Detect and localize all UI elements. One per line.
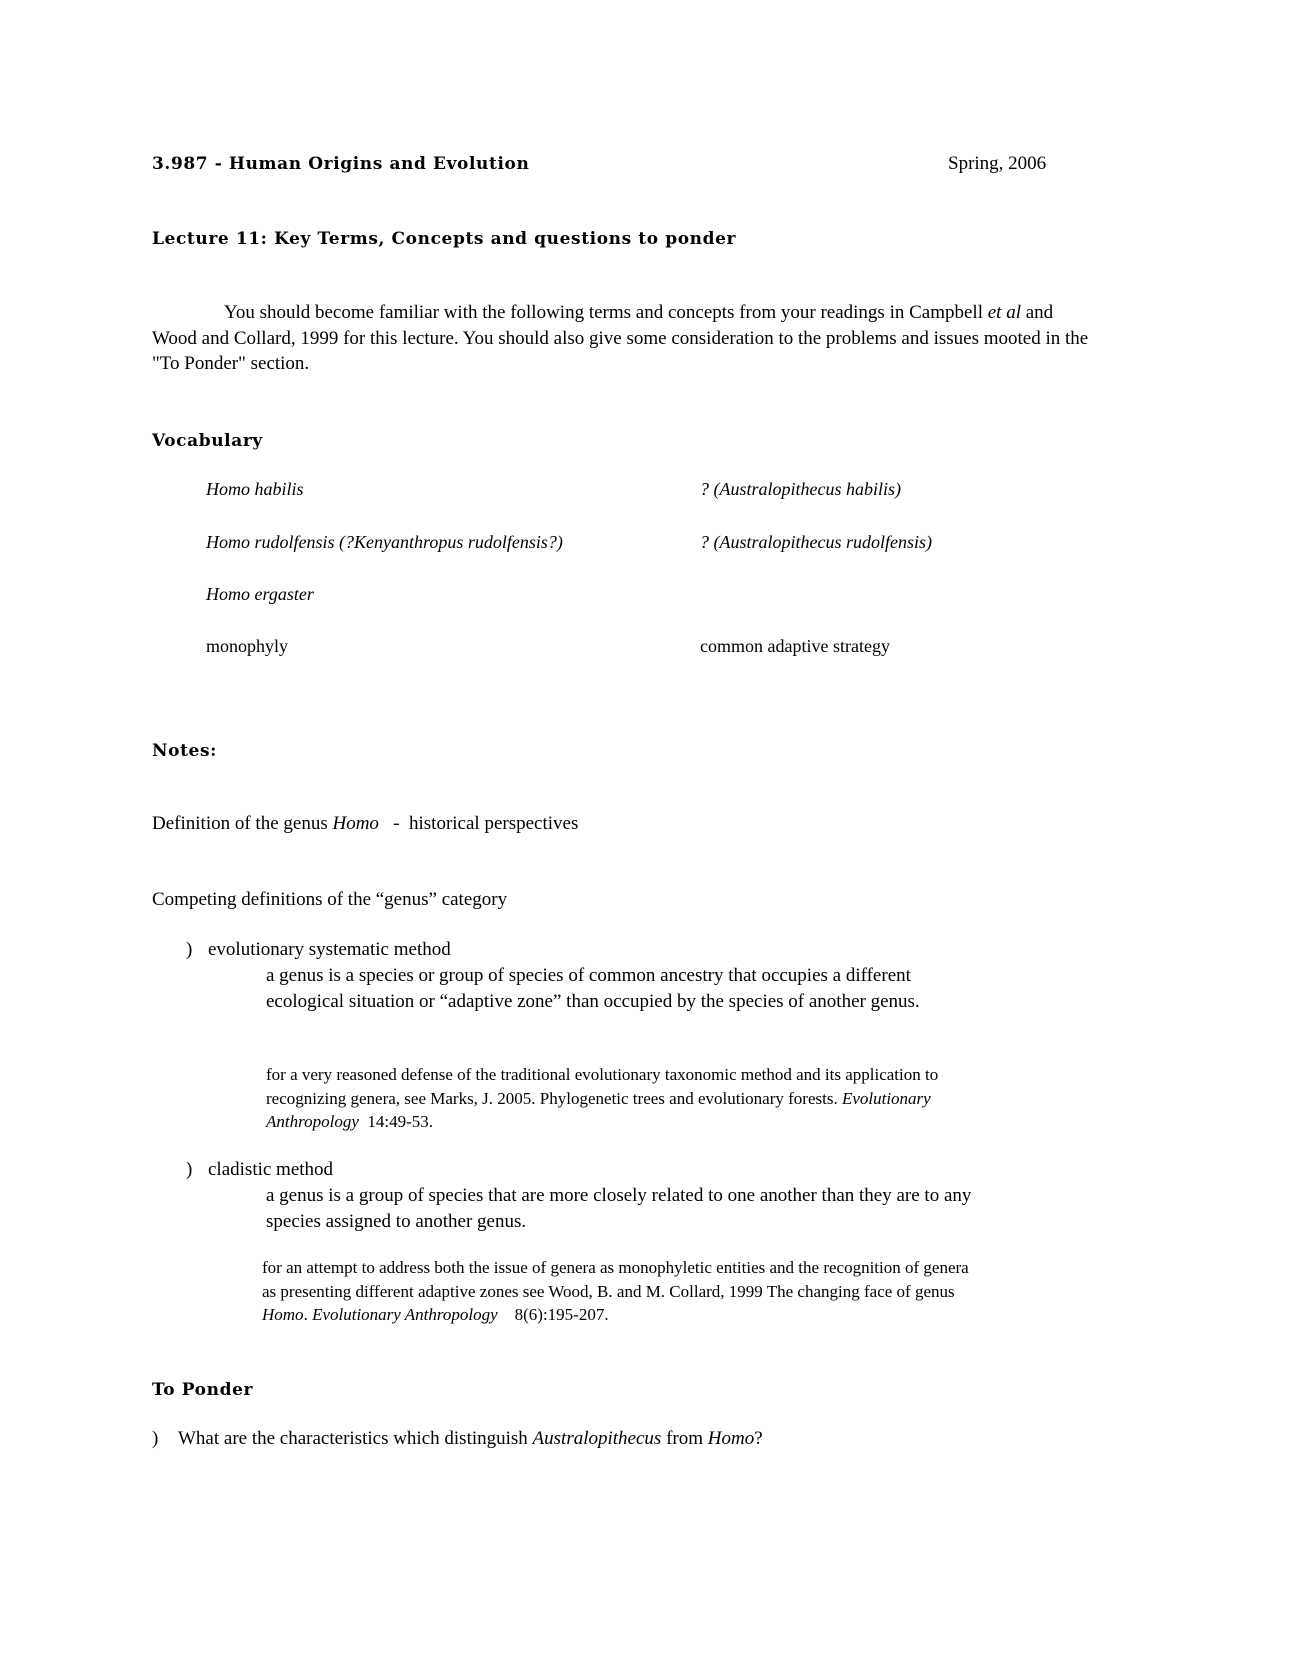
intro-paragraph	[152, 300, 1092, 377]
question-prefix: What are the characteristics which distinguish	[178, 1428, 533, 1449]
question-suffix: ?	[754, 1428, 763, 1449]
to-ponder-heading: To Ponder	[152, 1380, 254, 1400]
reference-journal: Evolutionary Anthropology	[266, 1088, 931, 1131]
reference-tail: 14:49-53.	[358, 1112, 434, 1131]
definition-prefix: Definition of the genus	[152, 813, 333, 834]
definition-suffix: - historical perspectives	[378, 813, 579, 834]
reference-tail: 8(6):195-207.	[497, 1305, 609, 1324]
competing-definitions-line: Competing definitions of the “genus” category	[152, 889, 508, 910]
method-cladistic-heading	[186, 1159, 333, 1181]
definition-genus: Homo	[332, 813, 379, 834]
bullet-icon: )	[152, 1428, 159, 1449]
vocab-item-left: Homo ergaster	[206, 584, 314, 604]
reference-mid: .	[303, 1305, 313, 1324]
genus-definition-line	[152, 813, 578, 835]
lecture-title: Lecture 11: Key Terms, Concepts and questions to ponder	[152, 229, 737, 249]
method-evolutionary-heading	[186, 939, 451, 961]
reference-genus: Homo	[262, 1305, 304, 1324]
question-genus-1: Australopithecus	[532, 1428, 662, 1449]
question-mid: from	[661, 1428, 708, 1449]
vocab-item-left: Homo habilis	[206, 479, 304, 499]
method-definition: a genus is a species or group of species of common ancestry that occupies a different ecological situation or “adaptive zone” than occupied by the species of another genus.	[266, 965, 920, 1012]
vocab-item-right: ? (Australopithecus rudolfensis)	[700, 532, 932, 552]
intro-text-1: You should become familiar with the following terms and concepts from your readings in Campbell	[224, 302, 988, 323]
vocabulary-heading: Vocabulary	[152, 431, 263, 451]
ponder-question	[152, 1428, 763, 1450]
bullet-icon: )	[186, 1159, 193, 1180]
course-title: 3.987 - Human Origins and Evolution	[152, 154, 530, 174]
method-name: cladistic method	[208, 1159, 334, 1180]
vocab-item-left: monophyly	[206, 636, 289, 656]
vocab-item-left: Homo rudolfensis (?Kenyanthropus rudolfensis?)	[206, 532, 563, 552]
method-reference	[266, 1063, 956, 1134]
intro-etal-2: al	[1006, 302, 1021, 323]
method-definition: a genus is a group of species that are more closely related to one another than they are to any species assigned to another genus.	[266, 1185, 972, 1232]
vocab-item-right: common adaptive strategy	[700, 636, 890, 656]
method-name: evolutionary systematic method	[208, 939, 451, 960]
vocab-item-right: ? (Australopithecus habilis)	[700, 479, 901, 499]
intro-etal-1: et	[987, 302, 1002, 323]
intro-text-2: and Wood and Collard, 1999 for this lecture. You should also give some consideration to the problems and issues mooted in the "To Ponder" section.	[152, 302, 1089, 374]
notes-heading: Notes:	[152, 741, 217, 761]
reference-text: for a very reasoned defense of the traditional evolutionary taxonomic method and its application to recognizing genera, see Marks, J. 2005. Phylogenetic trees and evolutionary forests.	[266, 1065, 939, 1108]
term-label: Spring, 2006	[948, 153, 1047, 174]
method-reference	[262, 1256, 982, 1327]
bullet-icon: )	[186, 939, 193, 960]
reference-text: for an attempt to address both the issue of genera as monophyletic entities and the recognition of genera as presenting different adaptive zones see Wood, B. and M. Collard, 1999 The changing face of genus	[262, 1258, 969, 1301]
question-genus-2: Homo	[707, 1428, 755, 1449]
reference-journal: Evolutionary Anthropology	[312, 1305, 498, 1324]
